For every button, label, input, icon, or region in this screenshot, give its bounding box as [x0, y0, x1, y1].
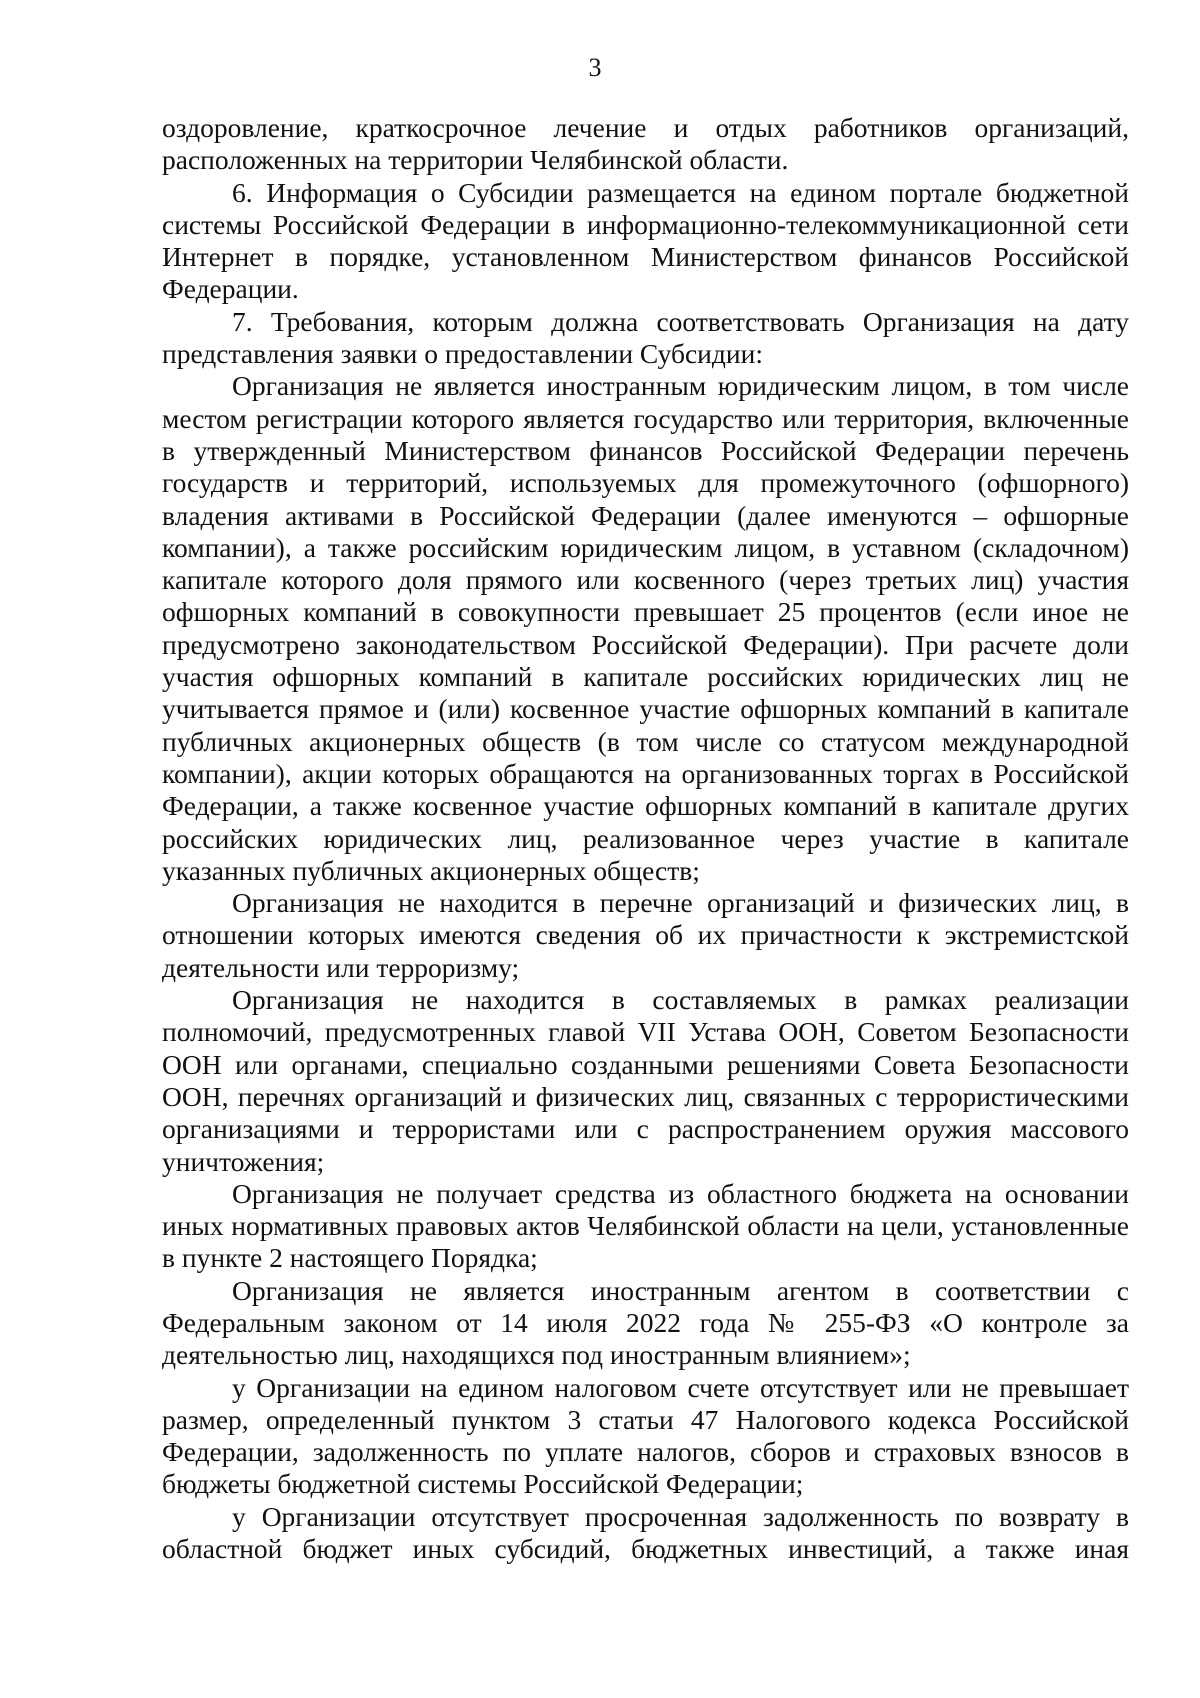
paragraph: Организация не находится в перечне организаций и физических лиц, в отношении которых имеются сведения об их причастности к экстремистской деятельности или терроризму; [162, 887, 1129, 983]
paragraph: Организация не получает средства из областного бюджета на основании иных нормативных правовых актов Челябинской области на цели, установленные в пункте 2 настоящего Порядка; [162, 1177, 1129, 1274]
page-number: 3 [588, 53, 602, 82]
paragraph-last-line: у Организации отсутствует просроченная задолженность по возврату в областной бюджет иных субсидий, бюджетных инвестиций, а также иная [162, 1500, 1129, 1565]
paragraph: Организация не является иностранным юридическим лицом, в том числе местом регистрации которого является государство или территория, включенные в утвержденный Министерством финансов Российской Федерации перечень государств и территорий, используемых для промежуточного (офшорного) владения активами в Российской Федерации (далее именуются – офшорные компании), а также российским юридическим лицом, в уставном (складочном) капитале которого доля прямого или косвенного (через третьих лиц) участия офшорных компаний в совокупности превышает 25 процентов (если иное не предусмотрено законодательством Российской Федерации). При расчете доли участия офшорных компаний в капитале российских юридических лиц не учитывается прямое и (или) косвенное участие офшорных компаний в капитале публичных акционерных обществ (в том числе со статусом международной компании), акции которых обращаются на организованных торгах в Российской Федерации, а также косвенное участие офшорных компаний в капитале других российских юридических лиц, реализованное через участие в капитале указанных публичных акционерных обществ; [162, 370, 1129, 886]
paragraph: оздоровление, краткосрочное лечение и отдых работников организаций, расположенных на территории Челябинской области. [162, 112, 1129, 176]
paragraph: Организация не является иностранным агентом в соответствии с Федеральным законом от 14 июля 2022 года № 255-ФЗ «О контроле за деятельностью лиц, находящихся под иностранным влиянием»; [162, 1274, 1129, 1371]
paragraph: Организация не находится в составляемых в рамках реализации полномочий, предусмотренных главой VII Устава ООН, Советом Безопасности ООН или органами, специально созданными решениями Совета Безопасности ООН, перечнях организаций и физических лиц, связанных с террористическими организациями и террористами или с распространением оружия массового уничтожения; [162, 984, 1129, 1177]
paragraph: 7. Требования, которым должна соответствовать Организация на дату представления заявки о предоставлении Субсидии: [162, 305, 1129, 370]
paragraph: 6. Информация о Субсидии размещается на едином портале бюджетной системы Российской Федерации в информационно-телекоммуникационной сети Интернет в порядке, установленном Министерством финансов Российской Федерации. [162, 176, 1129, 305]
document-body [162, 112, 1129, 1565]
paragraph: у Организации на едином налоговом счете отсутствует или не превышает размер, определенный пунктом 3 статьи 47 Налогового кодекса Российской Федерации, задолженность по уплате налогов, сборов и страховых взносов в бюджеты бюджетной системы Российской Федерации; [162, 1371, 1129, 1500]
